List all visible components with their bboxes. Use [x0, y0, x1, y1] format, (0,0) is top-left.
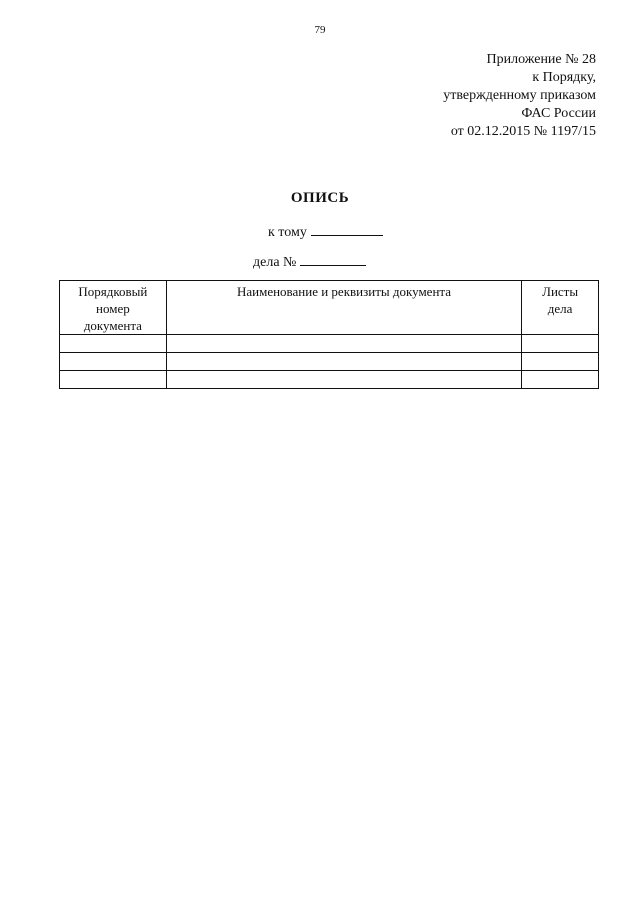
volume-blank-line: [311, 222, 383, 236]
table-row: [60, 353, 599, 371]
table-header-row: [60, 281, 599, 335]
header-number-line: номер: [96, 301, 130, 316]
appendix-line: ФАС России: [521, 106, 596, 121]
table-row: [60, 335, 599, 353]
table-cell: [166, 371, 521, 389]
table-cell: [60, 371, 167, 389]
header-sheets-line: Листы: [542, 284, 579, 299]
table-cell: [60, 335, 167, 353]
document-title: ОПИСЬ: [290, 190, 350, 206]
table-cell: [166, 353, 521, 371]
header-sheets: [522, 281, 599, 335]
table-cell: [166, 335, 521, 353]
table-cell: [522, 335, 599, 353]
table-cell: [522, 371, 599, 389]
table-row: [60, 371, 599, 389]
header-number-line: документа: [83, 318, 142, 333]
case-label: дела №: [253, 255, 297, 270]
header-sheets-line: дела: [547, 301, 573, 316]
case-blank-line: [300, 252, 366, 266]
header-number: [60, 281, 167, 335]
header-number-line: Порядковый: [78, 284, 148, 299]
appendix-line: Приложение № 28: [486, 52, 596, 67]
volume-label: к тому: [268, 225, 307, 240]
appendix-line: от 02.12.2015 № 1197/15: [450, 124, 596, 139]
appendix-line: к Порядку,: [532, 70, 596, 85]
appendix-line: утвержденному приказом: [443, 88, 596, 103]
inventory-table: [59, 280, 599, 389]
table-cell: [522, 353, 599, 371]
volume-field: [268, 222, 383, 241]
table-cell: [60, 353, 167, 371]
case-field: [253, 252, 366, 271]
appendix-block: [396, 51, 596, 141]
header-name: Наименование и реквизиты документа: [166, 281, 521, 335]
page-number: 79: [314, 24, 326, 36]
